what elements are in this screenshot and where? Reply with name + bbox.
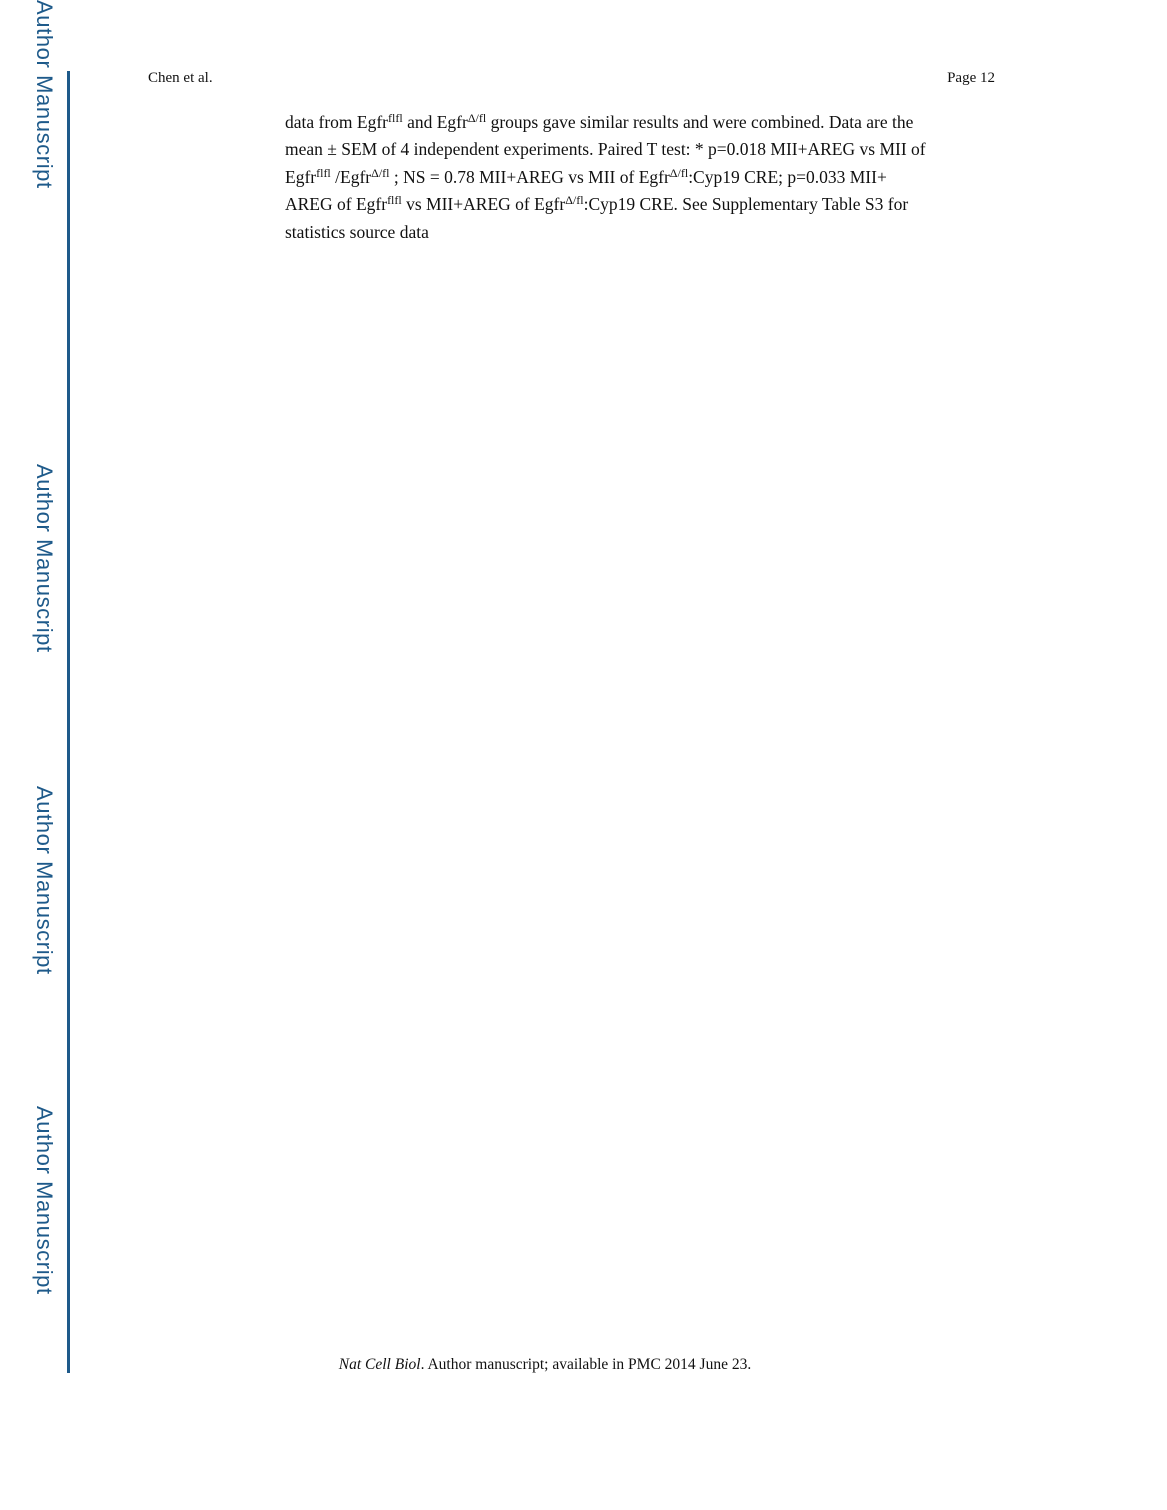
footer-citation xyxy=(0,1356,1090,1374)
figure-legend-paragraph: data from Egfr$^{flfl}$ and Egfr$^{\Delta/fl}$ groups gave similar results and were combined. Data are the mean ± SEM of 4 independent experiments. Paired T test: * p=0.018 MII+AREG vs MII of Egfr$^{flfl}$ /Egfr$^{\Delta/fl}$ ; NS = 0.78 MII+AREG vs MII of Egfr$^{\Delta/fl}$:Cyp19 CRE; p=0.033 MII+ AREG of Egfr$^{flfl}$ vs MII+AREG of Egfr$^{\Delta/fl}$:Cyp19 CRE. See Supplementary Table S3 for statistics source data xyxy=(285,111,926,242)
watermark-author-manuscript-1: Author Manuscript xyxy=(32,464,57,653)
header-page-number: Page 12 xyxy=(947,70,995,86)
watermark-author-manuscript-3: Author Manuscript xyxy=(32,1106,57,1295)
watermark-author-manuscript-4: Author Manuscript xyxy=(32,0,57,189)
footer-citation-rest: . Author manuscript; available in PMC 2014 June 23. xyxy=(420,1356,752,1373)
footer-journal-name: Nat Cell Biol xyxy=(338,1356,421,1373)
watermark-vertical-rule xyxy=(67,71,70,1373)
header-author-citation: Chen et al. xyxy=(148,70,213,86)
watermark-author-manuscript-2: Author Manuscript xyxy=(32,786,57,975)
